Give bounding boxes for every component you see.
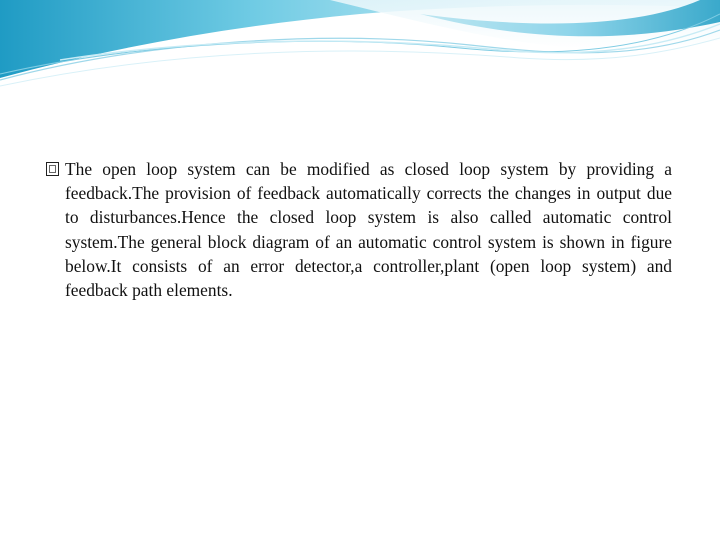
missing-glyph-box-icon: [46, 162, 59, 176]
bullet-glyph-inner: [49, 165, 56, 173]
header-wave-decoration: [0, 0, 720, 95]
bullet-paragraph: [46, 157, 672, 302]
paragraph-text: The open loop system can be modified as closed loop system by providing a feedback.The provision of feedback automatically corrects the changes in output due to disturbances.Hence the closed loop system is also called automatic control system.The general block diagram of an automatic control system is shown in figure below.It consists of an error detector,a controller,plant (open loop system) and feedback path elements.: [65, 159, 672, 301]
